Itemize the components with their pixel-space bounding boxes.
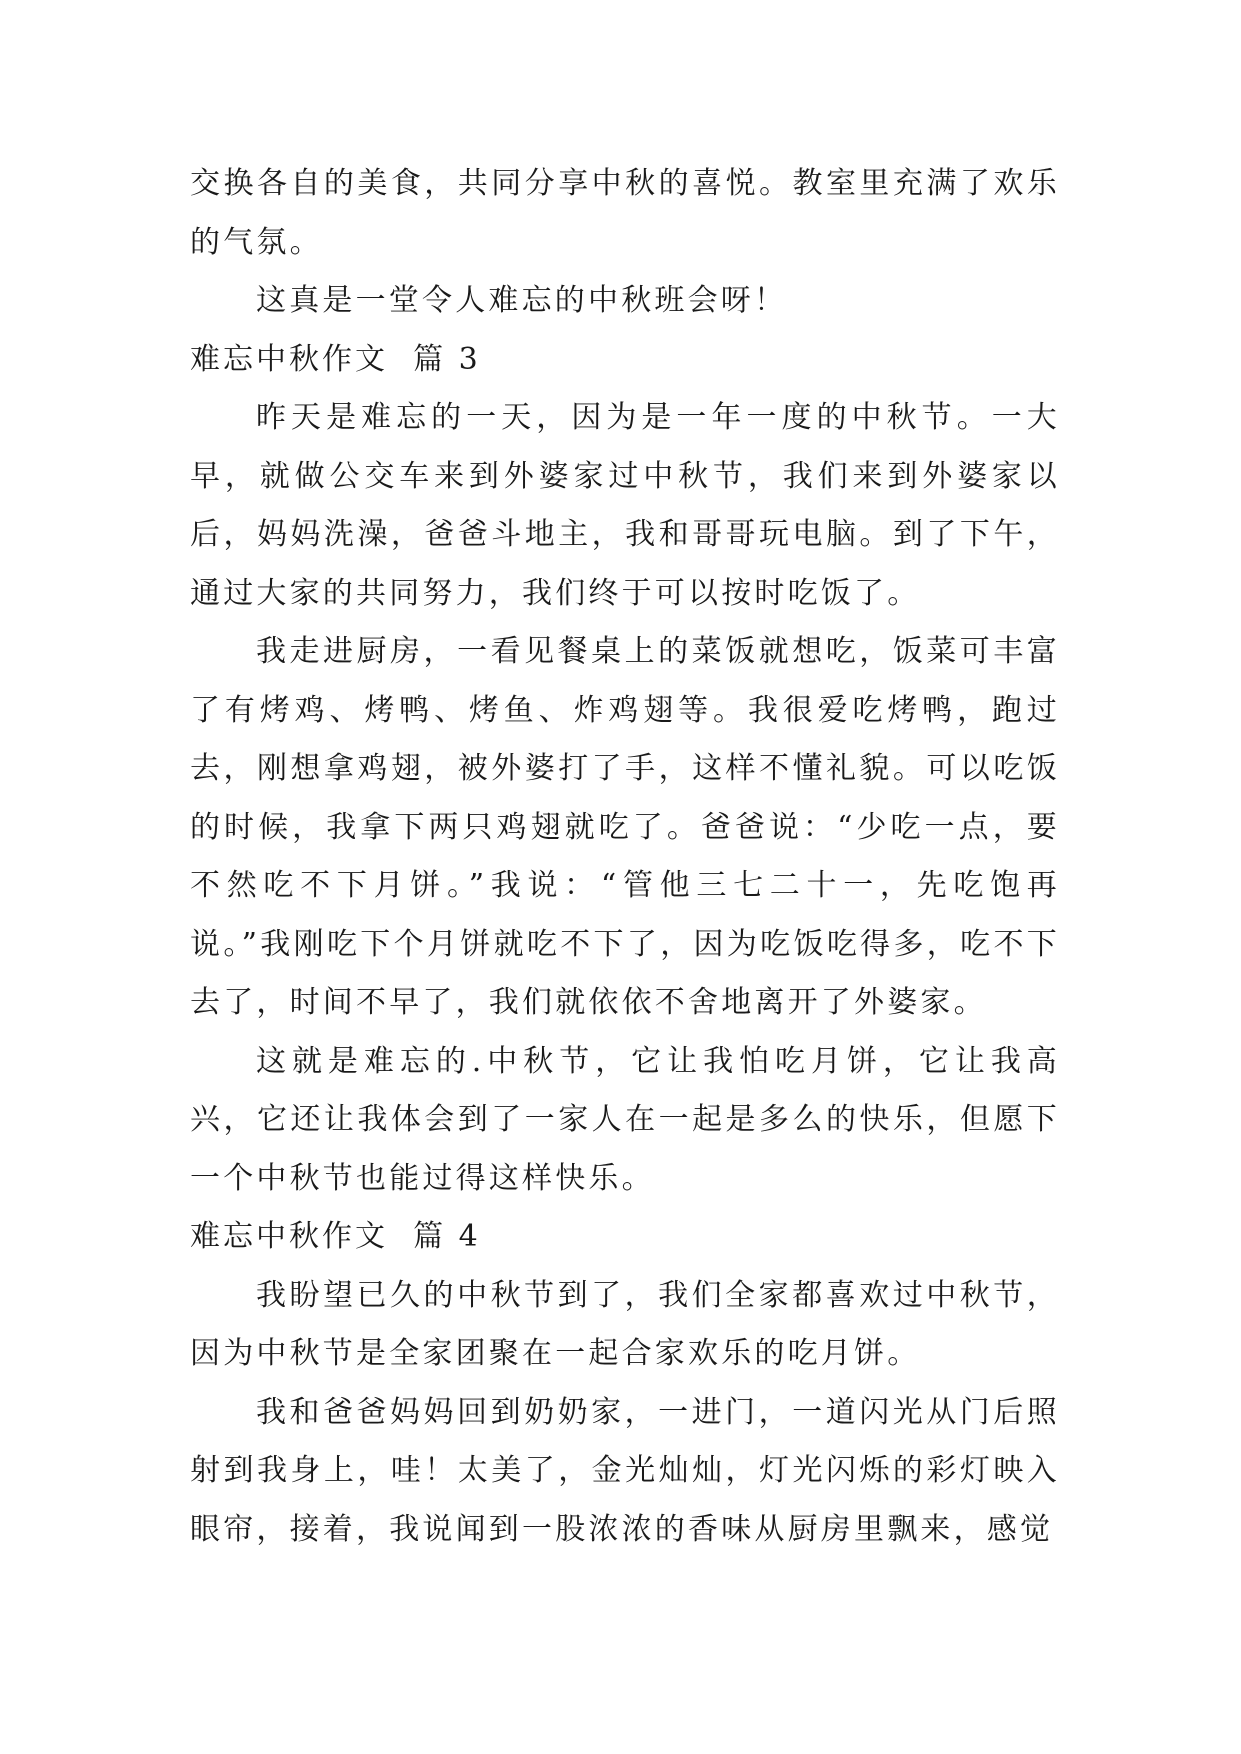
paragraph: 这真是一堂令人难忘的中秋班会呀！ — [256, 283, 788, 318]
paragraph: 交换各自的美食，共同分享中秋的喜悦。教室里充满了欢乐的气氛。 — [190, 166, 1060, 260]
section-heading: 难忘中秋作文 篇 3 — [190, 341, 481, 377]
paragraph: 我和爸爸妈妈回到奶奶家，一进门，一道闪光从门后照射到我身上，哇！太美了，金光灿灿，灯光闪烁的彩灯映入眼帘，接着，我说闻到一股浓浓的香味从厨房里飘来，感觉 — [190, 1394, 1060, 1547]
paragraph: 昨天是难忘的一天，因为是一年一度的中秋节。一大早，就做公交车来到外婆家过中秋节，我们来到外婆家以后，妈妈洗澡，爸爸斗地主，我和哥哥玩电脑。到了下午，通过大家的共同努力，我们终于可以按时吃饭了。 — [190, 400, 1060, 611]
section-heading: 难忘中秋作文 篇 4 — [190, 1219, 481, 1254]
paragraph: 这就是难忘的.中秋节，它让我怕吃月饼，它让我高兴，它还让我体会到了一家人在一起是多么的快乐，但愿下一个中秋节也能过得这样快乐。 — [190, 1043, 1060, 1196]
paragraph: 我盼望已久的中秋节到了，我们全家都喜欢过中秋节，因为中秋节是全家团聚在一起合家欢乐的吃月饼。 — [190, 1277, 1060, 1371]
document-page — [190, 155, 1060, 1559]
paragraph: 我走进厨房，一看见餐桌上的菜饭就想吃，饭菜可丰富了有烤鸡、烤鸭、烤鱼、炸鸡翅等。我很爱吃烤鸭，跑过去，刚想拿鸡翅，被外婆打了手，这样不懂礼貌。可以吃饭的时候，我拿下两只鸡翅就吃了。爸爸说：“少吃一点，要不然吃不下月饼。”我说：“管他三七二十一，先吃饱再说。”我刚吃下个月饼就吃不下了，因为吃饭吃得多，吃不下去了，时间不早了，我们就依依不舍地离开了外婆家。 — [190, 634, 1060, 1020]
